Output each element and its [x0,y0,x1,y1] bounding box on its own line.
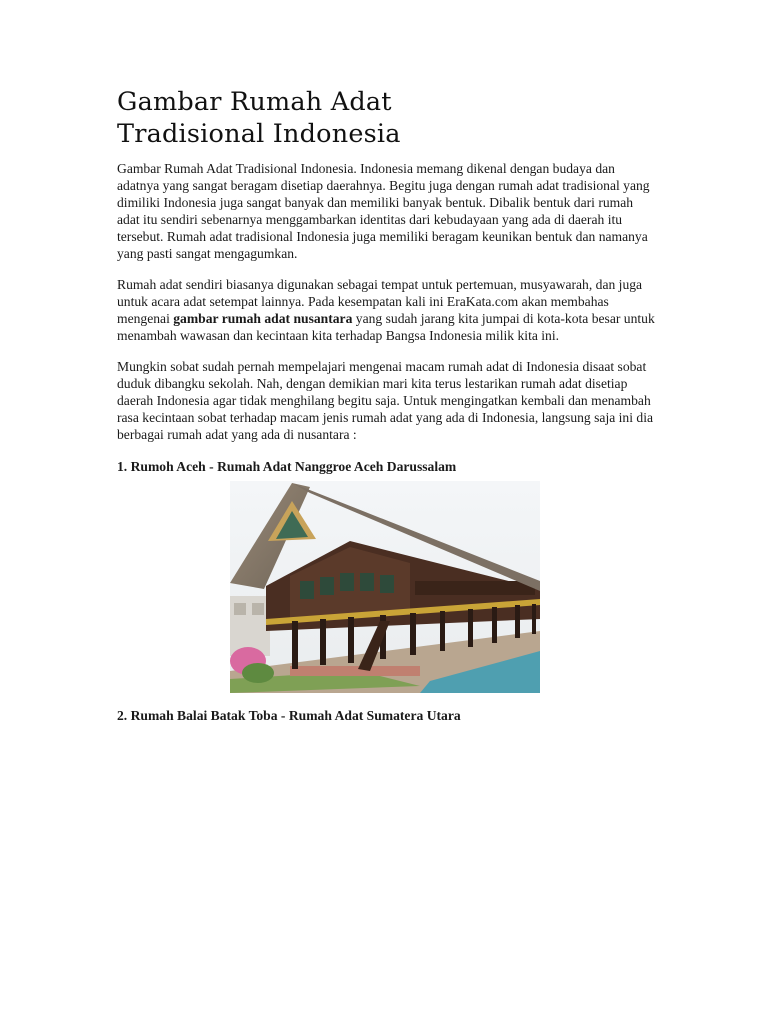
paragraph2-after: yang sudah jarang kita jumpai di kota-kota besar untuk menambah wawasan dan kecintaan kita terhadap Bangsa Indonesia milik kita ini. [117,311,655,343]
title-line-1: Gambar Rumah Adat [117,87,392,117]
article-body [117,86,657,724]
article-title [117,86,657,150]
section-heading-1: 1. Rumoh Aceh - Rumah Adat Nanggroe Aceh Darussalam [117,459,457,474]
house-illustration [230,481,540,693]
paragraph2-before: Rumah adat sendiri biasanya digunakan sebagai tempat untuk pertemuan, musyawarah, dan juga untuk acara adat setempat lainnya. Pada kesempatan kali ini EraKata.com akan membahas mengenai [117,277,643,326]
title-line-2: Tradisional Indonesia [117,119,401,149]
section-heading-2: 2. Rumah Balai Batak Toba - Rumah Adat Sumatera Utara [117,708,461,723]
keyword-bold: gambar rumah adat nusantara [173,311,353,326]
intro-paragraph: Gambar Rumah Adat Tradisional Indonesia. Indonesia memang dikenal dengan budaya dan adatnya yang sangat beragam disetiap daerahnya. Begitu juga dengan rumah adat tradisional yang dimiliki Indonesia juga sangat banyak dan memiliki banyak bentuk. Dibalik bentuk dari rumah adat itu sendiri sebenarnya menggambarkan identitas dari kebudayaan yang ada di daerah itu tersebut. Rumah adat tradisional Indonesia juga memiliki beragam keunikan bentuk dan namanya yang pasti sangat mengagumkan. [117,161,650,261]
third-paragraph: Mungkin sobat sudah pernah mempelajari mengenai macam rumah adat di Indonesia disaat sobat duduk dibangku sekolah. Nah, dengan demikian mari kita terus lestarikan rumah adat disetiap daerah Indonesia agar tidak menghilang begitu saja. Untuk mengingatkan kembali dan menambah rasa kecintaan sobat terhadap macam jenis rumah adat yang ada di Indonesia, langsung saja ini dia berbagai rumah adat yang ada di nusantara : [117,359,654,442]
second-paragraph [117,276,657,344]
rumoh-aceh-image [230,481,540,693]
